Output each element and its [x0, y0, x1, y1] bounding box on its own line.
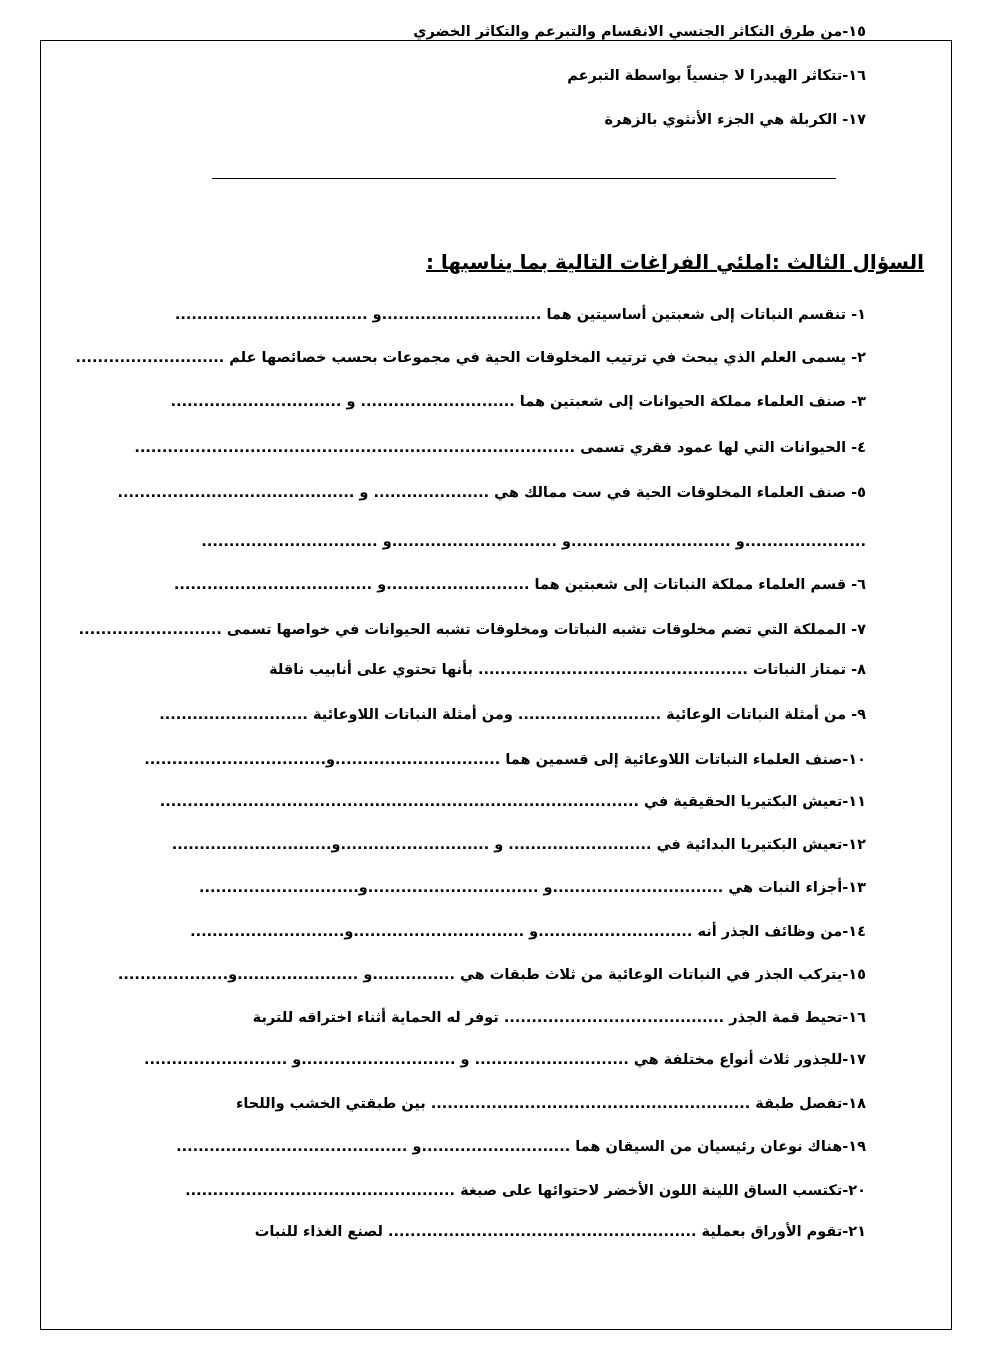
fill-blank-9: ٩- من أمثلة النباتات الوعائية .......................... ومن أمثلة النباتات اللاوعائية ........................... — [159, 707, 866, 723]
fill-blank-4: ٤- الحيوانات التي لها عمود فقري تسمى ................................................................................ — [134, 440, 866, 456]
fill-blank-1: ١- تنقسم النباتات إلى شعبتين أساسيتين هما .............................و ................................... — [174, 307, 866, 323]
fill-blank-21: ٢١-تقوم الأوراق بعملية ........................................................ لصنع الغذاء للنبات — [254, 1224, 866, 1240]
fill-blank-17: ١٧-للجذور ثلاث أنواع مختلفة هي ............................ و ............................و .......................... — [144, 1052, 866, 1068]
section-separator — [212, 178, 836, 179]
fill-blank-19: ١٩-هناك نوعان رئيسيان من السيقان هما ...........................و .......................................... — [176, 1139, 866, 1155]
fill-blank-6: ٦- قسم العلماء مملكة النباتات إلى شعبتين هما ..........................و .................................... — [173, 577, 866, 593]
section3-heading: السؤال الثالث :املئي الفراغات التالية بما يناسبها : — [425, 250, 924, 274]
fill-blank-20: ٢٠-تكتسب الساق اللينة اللون الأخضر لاحتوائها على صبغة ................................................. — [185, 1183, 866, 1199]
fill-blank-5: ٥- صنف العلماء المخلوقات الحية في ست ممالك هي ..................... و ........................................... — [117, 485, 866, 501]
fill-blank-2: ٢- يسمى العلم الذي يبحث في ترتيب المخلوقات الحية في مجموعات بحسب خصائصها علم ........................... — [75, 350, 866, 366]
fill-blank-10: ١٠-صنف العلماء النباتات اللاوعائية إلى قسمين هما ..............................و................................. — [144, 752, 866, 768]
fill-blank-16: ١٦-تحيط قمة الجذر ........................................ توفر له الحماية أثناء اختراقه للتربة — [252, 1010, 866, 1026]
fill-blank-14: ١٤-من وظائف الجذر أنه ............................و ...............................و............................ — [190, 924, 866, 940]
fill-blank-5-continued: ......................و .............................و ..............................و ................................ — [201, 534, 866, 550]
fill-blank-15: ١٥-يتركب الجذر في النباتات الوعائية من ثلاث طبقات هي ...............و ......................و.................... — [117, 967, 866, 983]
fill-blank-8: ٨- تمتاز النباتات ................................................. بأنها تحتوي على أنابيب ناقلة — [269, 662, 866, 678]
fill-blank-3: ٣- صنف العلماء مملكة الحيوانات إلى شعبتين هما ............................ و ............................... — [170, 394, 866, 410]
statement-17: ١٧- الكربلة هي الجزء الأنثوي بالزهرة — [604, 112, 866, 128]
fill-blank-7: ٧- المملكة التي تضم مخلوقات تشبه النباتات ومخلوقات تشبه الحيوانات في خواصها تسمى .......................... — [78, 622, 866, 638]
statement-16: ١٦-تتكاثر الهيدرا لا جنسياً بواسطة التبرعم — [567, 68, 866, 84]
fill-blank-12: ١٢-تعيش البكتيريا البدائية في .......................... و ...........................و............................. — [171, 837, 866, 853]
fill-blank-18: ١٨-تفصل طبقة .......................................................... بين طبقتي الخشب واللحاء — [235, 1096, 866, 1112]
fill-blank-13: ١٣-أجزاء النبات هي ...............................و ...............................و............................. — [198, 880, 866, 896]
fill-blank-11: ١١-تعيش البكتيريا الحقيقية في ....................................................................................... — [159, 794, 866, 810]
statement-15: ١٥-من طرق التكاثر الجنسي الانقسام والتبرعم والتكاثر الخضري — [413, 24, 866, 40]
